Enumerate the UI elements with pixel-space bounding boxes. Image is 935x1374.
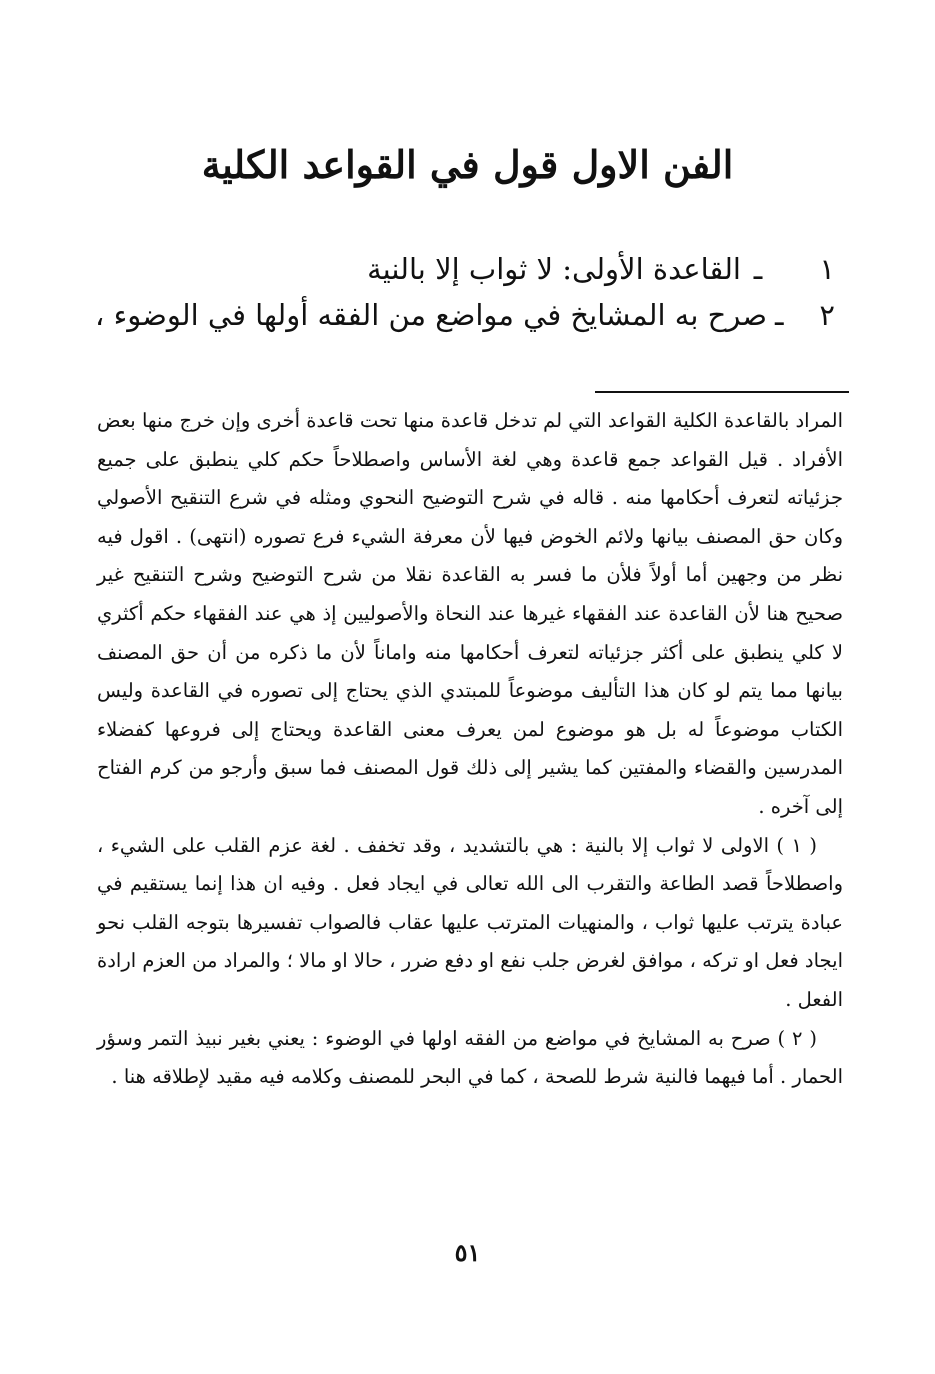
rule-dash: ـ: [775, 298, 784, 332]
footnote-intro: المراد بالقاعدة الكلية القواعد التي لم تدخل قاعدة منها تحت قاعدة أخرى وإن خرج منها بعض الأفراد . قيل القواعد جمع قاعدة وهي لغة الأساس واصطلاحاً حكم كلي ينطبق على جميع جزئياته لتعرف أحكامها منه . قاله في شرح التوضيح النحوي ومثله في شرع التنقيح الأصولي وكان حق المصنف بيانها ولائم الخوض فيها لأن معرفة الشيء فرع تصوره (انتهى) . اقول فيه نظر من وجهين أما أولاً فلأن ما فسر به القاعدة نقلا من شرح التوضيح وشرح التنقيح غير صحيح هنا لأن القاعدة عند الفقهاء غيرها عند النحاة والأصوليين إذ هي عند الفقهاء حكم أكثري لا كلي ينطبق على أكثر جزئياته لتعرف أحكامها منه واماناً لأن ما ذكره من أن حق المصنف بيانها مما يتم لو كان هذا التأليف موضوعاً للمبتدي الذي يحتاج إلى تصوره في القاعدة وليس الكتاب موضوعاً له بل هو موضوع لمن يعرف معنى القاعدة ويحتاج إلى فروعها كفضلاء المدرسين والقضاء والمفتين كما يشير إلى ذلك قول المصنف فما سبق وأرجو من كرم الفتاح إلى آخره .: [97, 409, 843, 818]
rule-item: [95, 246, 835, 292]
footnote-separator: [595, 391, 849, 393]
footnote-1: ( ١ ) الاولى لا ثواب إلا بالنية : هي بالتشديد ، وقد تخفف . لغة عزم القلب على الشيء ، واصطلاحاً قصد الطاعة والتقرب الى الله تعالى في ايجاد فعل . وفيه ان هذا إنما يستقيم في عبادة يترتب عليها ثواب ، والمنهيات المترتب عليها عقاب فالصواب تفسيرها بتوجه القلب نحو ايجاد فعل او تركه ، موافق لغرض جلب نفع او دفع ضرر ، حالا او مالا ؛ والمراد من العزم ارادة الفعل .: [97, 833, 843, 1011]
footnote-2: ( ٢ ) صرح به المشايخ في مواضع من الفقه اولها في الوضوء : يعني بغير نبيذ التمر وسؤر الحمار . أما فيهما فالنية شرط للصحة ، كما في البحر للمصنف وكلامه فيه مقيد لإطلاقه هنا .: [97, 1026, 843, 1089]
rule-item: [95, 292, 835, 338]
page-number: ٥١: [454, 1238, 481, 1267]
rules-list: [95, 246, 835, 338]
rule-text: القاعدة الأولى: لا ثواب إلا بالنية: [367, 252, 741, 286]
footnotes: [97, 402, 843, 1097]
rule-dash: ـ: [753, 252, 763, 286]
chapter-title: الفن الاول قول في القواعد الكلية: [201, 142, 734, 187]
rule-number: ٢: [819, 298, 835, 332]
rule-number: ١: [819, 252, 835, 286]
rule-text: صرح به المشايخ في مواضع من الفقه أولها في الوضوء ،: [95, 298, 767, 332]
